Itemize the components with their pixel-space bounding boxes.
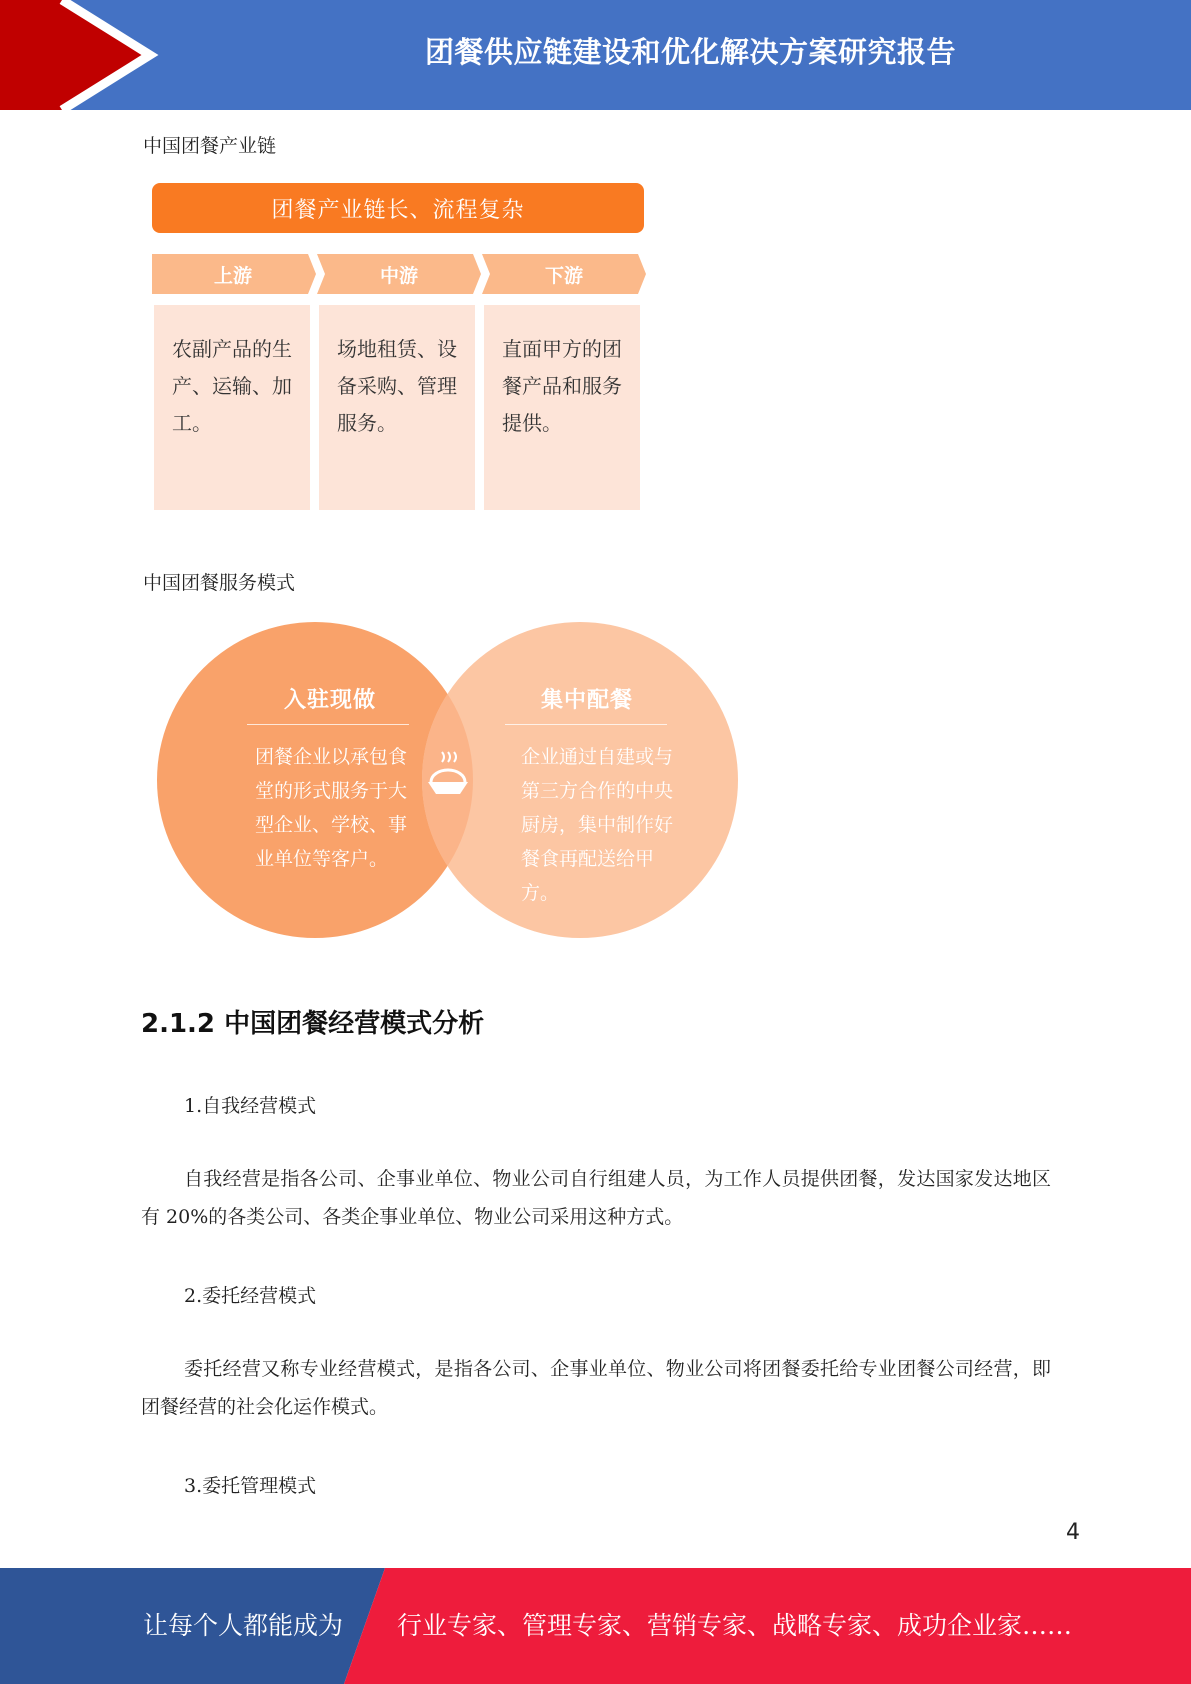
figure2-caption: 中国团餐服务模式 <box>143 572 296 594</box>
model-text-central: 企业通过自建或与第三方合作的中央厨房，集中制作好餐食再配送给甲方。 <box>521 746 674 904</box>
footer-slogan-right: 行业专家、管理专家、营销专家、战略专家、成功企业家…… <box>397 1611 1073 1640</box>
model-text-onsite: 团餐企业以承包食堂的形式服务于大型企业、学校、事业单位等客户。 <box>255 746 408 870</box>
list-item-3: 3.委托管理模式 <box>184 1475 317 1497</box>
stage-label-upstream: 上游 <box>213 264 252 287</box>
document-title: 团餐供应链建设和优化解决方案研究报告 <box>424 34 956 69</box>
list-item-1: 1.自我经营模式 <box>184 1095 317 1117</box>
chain-banner: 团餐产业链长、流程复杂 <box>152 183 644 233</box>
stage-text-line: 提供。 <box>502 411 562 435</box>
stage-box-downstream <box>484 305 640 510</box>
divider <box>505 724 667 725</box>
stage-text-line: 工。 <box>172 411 212 435</box>
header-red-arrow <box>0 0 150 110</box>
stage-text-line: 备采购、管理 <box>337 374 457 398</box>
stage-text-line: 直面甲方的团 <box>502 337 622 361</box>
paragraph-2: 委托经营又称专业经营模式，是指各公司、企事业单位、物业公司将团餐委托给专业团餐公司经营，即团餐经营的社会化运作模式。 <box>141 1358 1051 1418</box>
page-number: 4 <box>1066 1520 1080 1545</box>
stage-label-downstream: 下游 <box>544 264 583 287</box>
model-title-onsite: 入驻现做 <box>283 688 376 713</box>
stage-text-line: 场地租赁、设 <box>337 337 457 361</box>
paragraph-1: 自我经营是指各公司、企事业单位、物业公司自行组建人员，为工作人员提供团餐，发达国家发达地区有 20%的各类公司、各类企事业单位、物业公司采用这种方式。 <box>141 1168 1051 1228</box>
list-item-2: 2.委托经营模式 <box>184 1285 317 1307</box>
stage-label-midstream: 中游 <box>379 264 418 287</box>
divider <box>247 724 409 725</box>
stage-text-line: 产、运输、加 <box>172 374 292 398</box>
stage-text-line: 餐产品和服务 <box>502 374 622 398</box>
header-arrow-decoration <box>0 0 200 110</box>
section-heading: 2.1.2 中国团餐经营模式分析 <box>141 1009 485 1039</box>
stage-text-line: 服务。 <box>337 411 397 435</box>
model-title-central: 集中配餐 <box>540 688 633 713</box>
stage-box-midstream <box>319 305 475 510</box>
figure1-caption: 中国团餐产业链 <box>143 135 277 157</box>
stage-text-line: 农副产品的生 <box>172 337 292 361</box>
stage-box-upstream <box>154 305 310 510</box>
footer-slogan-left: 让每个人都能成为 <box>143 1611 344 1640</box>
